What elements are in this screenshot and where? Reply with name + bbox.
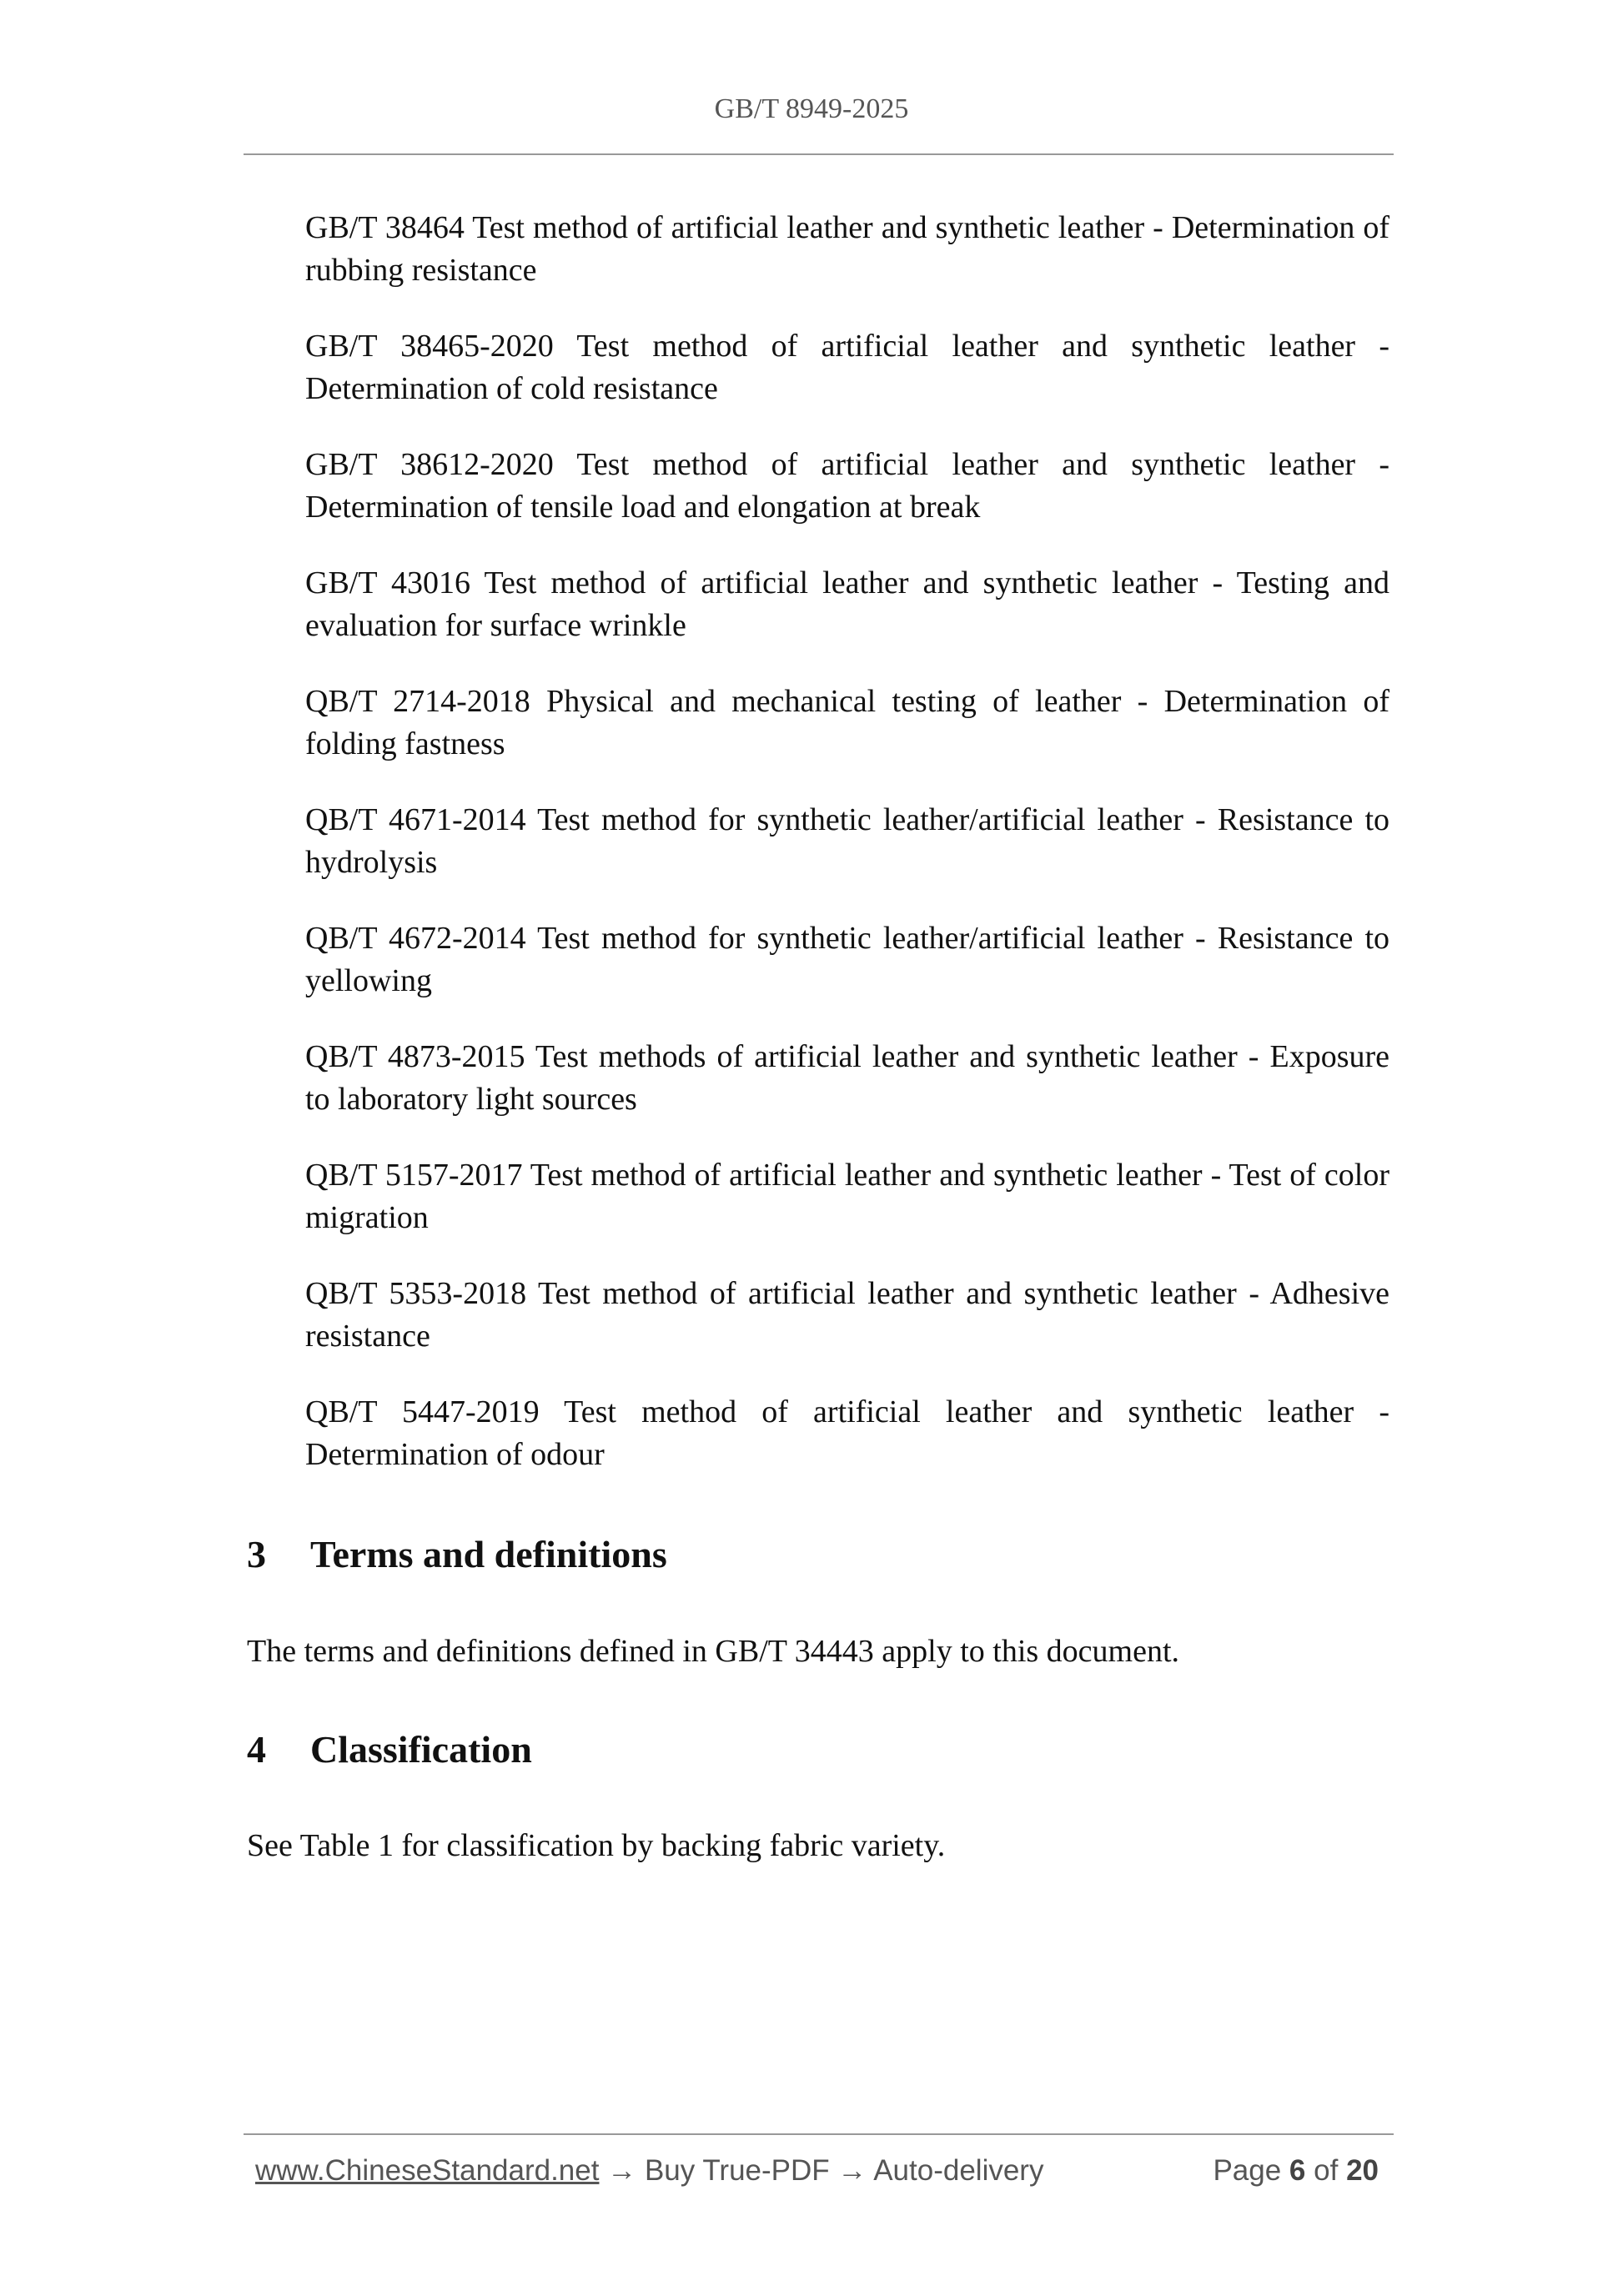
reference-item: QB/T 2714-2018 Physical and mechanical testing of leather - Determination of folding fastness — [305, 684, 1389, 761]
total-pages: 20 — [1346, 2154, 1379, 2187]
buy-text: Buy True-PDF — [644, 2154, 830, 2187]
section-heading-classification — [247, 1726, 532, 1773]
page-label: Page — [1213, 2154, 1282, 2187]
arrow-icon: → — [837, 2154, 867, 2187]
reference-item: GB/T 38464 Test method of artificial leather and synthetic leather - Determination of rubbing resistance — [305, 210, 1389, 288]
reference-item: QB/T 5447-2019 Test method of artificial leather and synthetic leather - Determination of odour — [305, 1394, 1389, 1472]
reference-item: QB/T 5353-2018 Test method of artificial leather and synthetic leather - Adhesive resistance — [305, 1276, 1389, 1354]
delivery-text: Auto-delivery — [873, 2154, 1044, 2187]
section-paragraph: See Table 1 for classification by backing fabric variety. — [247, 1828, 946, 1863]
section-heading-terms — [247, 1531, 667, 1578]
reference-item: QB/T 4672-2014 Test method for synthetic leather/artificial leather - Resistance to yellowing — [305, 921, 1389, 998]
of-label: of — [1314, 2154, 1339, 2187]
page-footer — [255, 2154, 1379, 2188]
header-divider — [244, 153, 1394, 155]
reference-item: GB/T 38465-2020 Test method of artificial leather and synthetic leather - Determination of cold resistance — [305, 329, 1389, 406]
footer-left — [255, 2154, 1043, 2188]
section-title: Terms and definitions — [310, 1533, 667, 1575]
section-paragraph: The terms and definitions defined in GB/T 34443 apply to this document. — [247, 1634, 1180, 1669]
footer-divider — [244, 2133, 1394, 2135]
website-link[interactable]: www.ChineseStandard.net — [255, 2154, 600, 2187]
current-page: 6 — [1289, 2154, 1306, 2187]
reference-item: QB/T 4873-2015 Test methods of artificial leather and synthetic leather - Exposure to laboratory light sources — [305, 1039, 1389, 1117]
section-number: 3 — [247, 1533, 266, 1575]
document-header: GB/T 8949-2025 — [714, 93, 909, 124]
reference-item: GB/T 43016 Test method of artificial leather and synthetic leather - Testing and evaluation for surface wrinkle — [305, 565, 1389, 643]
section-title: Classification — [310, 1728, 532, 1771]
section-number: 4 — [247, 1728, 266, 1771]
reference-item: QB/T 5157-2017 Test method of artificial leather and synthetic leather - Test of color migration — [305, 1158, 1389, 1235]
reference-list — [305, 207, 1389, 1510]
page-number — [1213, 2154, 1379, 2188]
reference-item: QB/T 4671-2014 Test method for synthetic leather/artificial leather - Resistance to hydrolysis — [305, 802, 1389, 880]
reference-item: GB/T 38612-2020 Test method of artificial leather and synthetic leather - Determination of tensile load and elongation at break — [305, 447, 1389, 525]
arrow-icon: → — [607, 2154, 637, 2187]
